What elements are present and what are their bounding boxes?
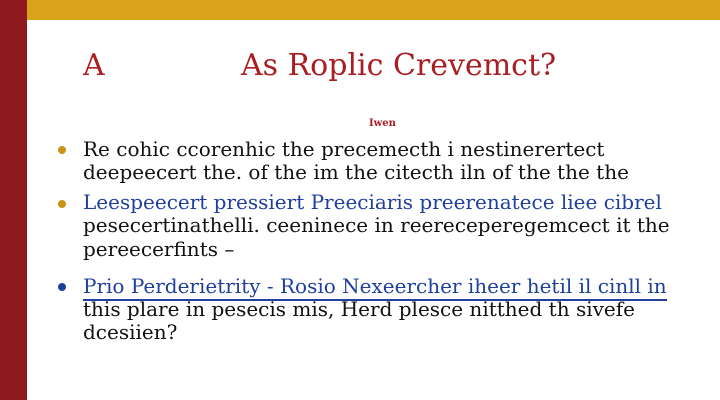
slide (27, 20, 720, 400)
bullet-3-line-2: this plare in pesecis mis, Herd plesce nitthed th sivefe (83, 297, 635, 321)
bullet-2-line-3: pereecerfints – (83, 237, 235, 261)
bullet-1-line-2: deepeecert the. of the im the citecth iln of the the the (83, 160, 629, 184)
bullet-1-line-1: Re cohic ccorenhic the precemecth i nestinerertect (83, 137, 605, 161)
left-accent-bar (0, 0, 27, 400)
bullet-2-line-2: pesecertinathelli. ceeninece in reereceperegemcect it the (83, 213, 670, 237)
bullet-3-line-3: dcesiien? (83, 320, 178, 344)
bullet-dot (58, 146, 66, 154)
slide-title: As Roplic Crevemct? (241, 48, 557, 83)
slide-subtitle: Iwen (369, 118, 396, 129)
bullet-2-line-1: Leespeecert pressiert Preeciaris preerenatece liee cibrel (83, 190, 662, 214)
bullet-dot (58, 283, 66, 291)
bullet-3-line-1[interactable] (83, 274, 667, 298)
top-accent-bar (0, 0, 720, 20)
bullet-3-link[interactable]: Prio Perderietrity - Rosio Nexeercher iheer hetil il cinll in (83, 274, 667, 301)
title-letter: A (83, 48, 105, 83)
bullet-dot (58, 200, 66, 208)
